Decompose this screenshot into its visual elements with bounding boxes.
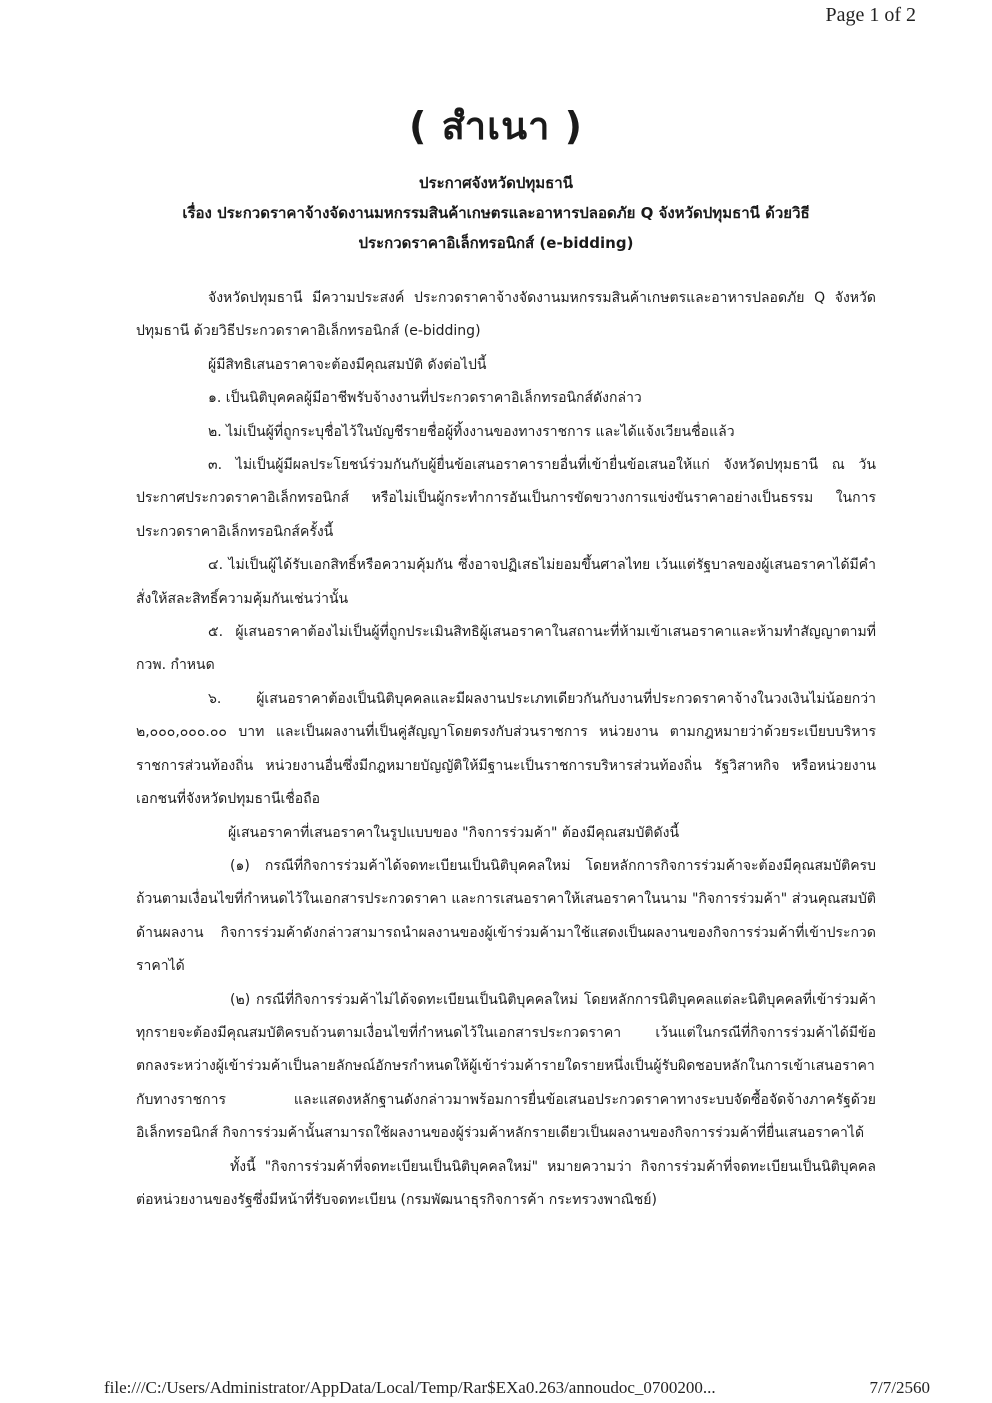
print-date: 7/7/2560 xyxy=(869,1378,930,1397)
document-body xyxy=(136,282,876,1217)
paragraph-item-4: ๔. ไม่เป็นผู้ได้รับเอกสิทธิ์หรือความคุ้มกัน ซึ่งอาจปฏิเสธไม่ยอมขึ้นศาลไทย เว้นแต่รัฐบาลของผู้เสนอราคาได้มีคำสั่งให้สละสิทธิ์ความคุ้มกันเช่นว่านั้น xyxy=(136,557,876,607)
paragraph-joint-venture-case-1: (๑) กรณีที่กิจการร่วมค้าได้จดทะเบียนเป็นนิติบุคคลใหม่ โดยหลักการกิจการร่วมค้าจะต้องมีคุณสมบัติครบถ้วนตามเงื่อนไขที่กำหนดไว้ในเอกสารประกวดราคา และการเสนอราคาให้เสนอราคาในนาม "กิจการร่วมค้า" ส่วนคุณสมบัติด้านผลงาน กิจการร่วมค้าดังกล่าวสามารถนำผลงานของผู้เข้าร่วมค้ามาใช้แสดงเป็นผลงานของกิจการร่วมค้าที่เข้าประกวดราคาได้ xyxy=(136,857,876,975)
paragraph-item-5: ๕. ผู้เสนอราคาต้องไม่เป็นผู้ที่ถูกประเมินสิทธิผู้เสนอราคาในสถานะที่ห้ามเข้าเสนอราคาและห้ามทำสัญญาตามที่ กวพ. กำหนด xyxy=(136,624,876,674)
announcement-heading xyxy=(0,168,992,258)
paragraph-intro: จังหวัดปทุมธานี มีความประสงค์ ประกวดราคาจ้างจัดงานมหกรรมสินค้าเกษตรและอาหารปลอดภัย Q จังหวัดปทุมธานี ด้วยวิธีประกวดราคาอิเล็กทรอนิกส์ (e-bidding) xyxy=(136,290,876,340)
paragraph-item-2: ๒. ไม่เป็นผู้ที่ถูกระบุชื่อไว้ในบัญชีรายชื่อผู้ทิ้งงานของทางราชการ และได้แจ้งเวียนชื่อแล้ว xyxy=(208,423,735,440)
paragraph-item-1: ๑. เป็นนิติบุคคลผู้มีอาชีพรับจ้างงานที่ประกวดราคาอิเล็กทรอนิกส์ดังกล่าว xyxy=(208,390,642,407)
heading-line-3: ประกวดราคาอิเล็กทรอนิกส์ (e-bidding) xyxy=(358,234,634,252)
paragraph-joint-venture-case-2: (๒) กรณีที่กิจการร่วมค้าไม่ได้จดทะเบียนเป็นนิติบุคคลใหม่ โดยหลักการนิติบุคคลแต่ละนิติบุคคลที่เข้าร่วมค้าทุกรายจะต้องมีคุณสมบัติครบถ้วนตามเงื่อนไขที่กำหนดไว้ในเอกสารประกวดราคา เว้นแต่ในกรณีที่กิจการร่วมค้าได้มีข้อตกลงระหว่างผู้เข้าร่วมค้าเป็นลายลักษณ์อักษรกำหนดให้ผู้เข้าร่วมค้ารายใดรายหนึ่งเป็นผู้รับผิดชอบหลักในการเข้าเสนอราคากับทางราชการ และแสดงหลักฐานดังกล่าวมาพร้อมการยื่นข้อเสนอประกวดราคาทางระบบจัดซื้อจัดจ้างภาครัฐด้วยอิเล็กทรอนิกส์ กิจการร่วมค้านั้นสามารถใช้ผลงานของผู้ร่วมค้าหลักรายเดียวเป็นผลงานของกิจการร่วมค้าที่ยื่นเสนอราคาได้ xyxy=(136,991,876,1142)
file-path: file:///C:/Users/Administrator/AppData/Local/Temp/Rar$EXa0.263/annoudoc_0700200... xyxy=(104,1378,716,1397)
paragraph-qualification-heading: ผู้มีสิทธิเสนอราคาจะต้องมีคุณสมบัติ ดังต่อไปนี้ xyxy=(208,356,487,373)
heading-line-2: เรื่อง ประกวดราคาจ้างจัดงานมหกรรมสินค้าเกษตรและอาหารปลอดภัย Q จังหวัดปทุมธานี ด้วยวิธี xyxy=(182,204,810,222)
paragraph-joint-venture-heading: ผู้เสนอราคาที่เสนอราคาในรูปแบบของ "กิจการร่วมค้า" ต้องมีคุณสมบัติดังนี้ xyxy=(228,824,680,841)
copy-stamp-title: ( สำเนา ) xyxy=(408,104,584,148)
paragraph-item-3: ๓. ไม่เป็นผู้มีผลประโยชน์ร่วมกันกับผู้ยื่นข้อเสนอราคารายอื่นที่เข้ายื่นข้อเสนอให้แก่ จังหวัดปทุมธานี ณ วันประกาศประกวดราคาอิเล็กทรอนิกส์ หรือไม่เป็นผู้กระทำการอันเป็นการขัดขวางการแข่งขันราคาอย่างเป็นธรรม ในการประกวดราคาอิเล็กทรอนิกส์ครั้งนี้ xyxy=(136,457,876,540)
paragraph-definition: ทั้งนี้ "กิจการร่วมค้าที่จดทะเบียนเป็นนิติบุคคลใหม่" หมายความว่า กิจการร่วมค้าที่จดทะเบียนเป็นนิติบุคคลต่อหน่วยงานของรัฐซึ่งมีหน้าที่รับจดทะเบียน (กรมพัฒนาธุรกิจการค้า กระทรวงพาณิชย์) xyxy=(136,1158,876,1208)
heading-line-1: ประกาศจังหวัดปทุมธานี xyxy=(419,174,573,192)
paragraph-item-6: ๖. ผู้เสนอราคาต้องเป็นนิติบุคคลและมีผลงานประเภทเดียวกันกับงานที่ประกวดราคาจ้างในวงเงินไม่น้อยกว่า ๒,๐๐๐,๐๐๐.๐๐ บาท และเป็นผลงานที่เป็นคู่สัญญาโดยตรงกับส่วนราชการ หน่วยงาน ตามกฎหมายว่าด้วยระเบียบบริหารราชการส่วนท้องถิ่น หน่วยงานอื่นซึ่งมีกฎหมายบัญญัติให้มีฐานะเป็นราชการบริหารส่วนท้องถิ่น รัฐวิสาหกิจ หรือหน่วยงานเอกชนที่จังหวัดปทุมธานีเชื่อถือ xyxy=(136,690,876,808)
page-number: Page 1 of 2 xyxy=(825,4,916,26)
